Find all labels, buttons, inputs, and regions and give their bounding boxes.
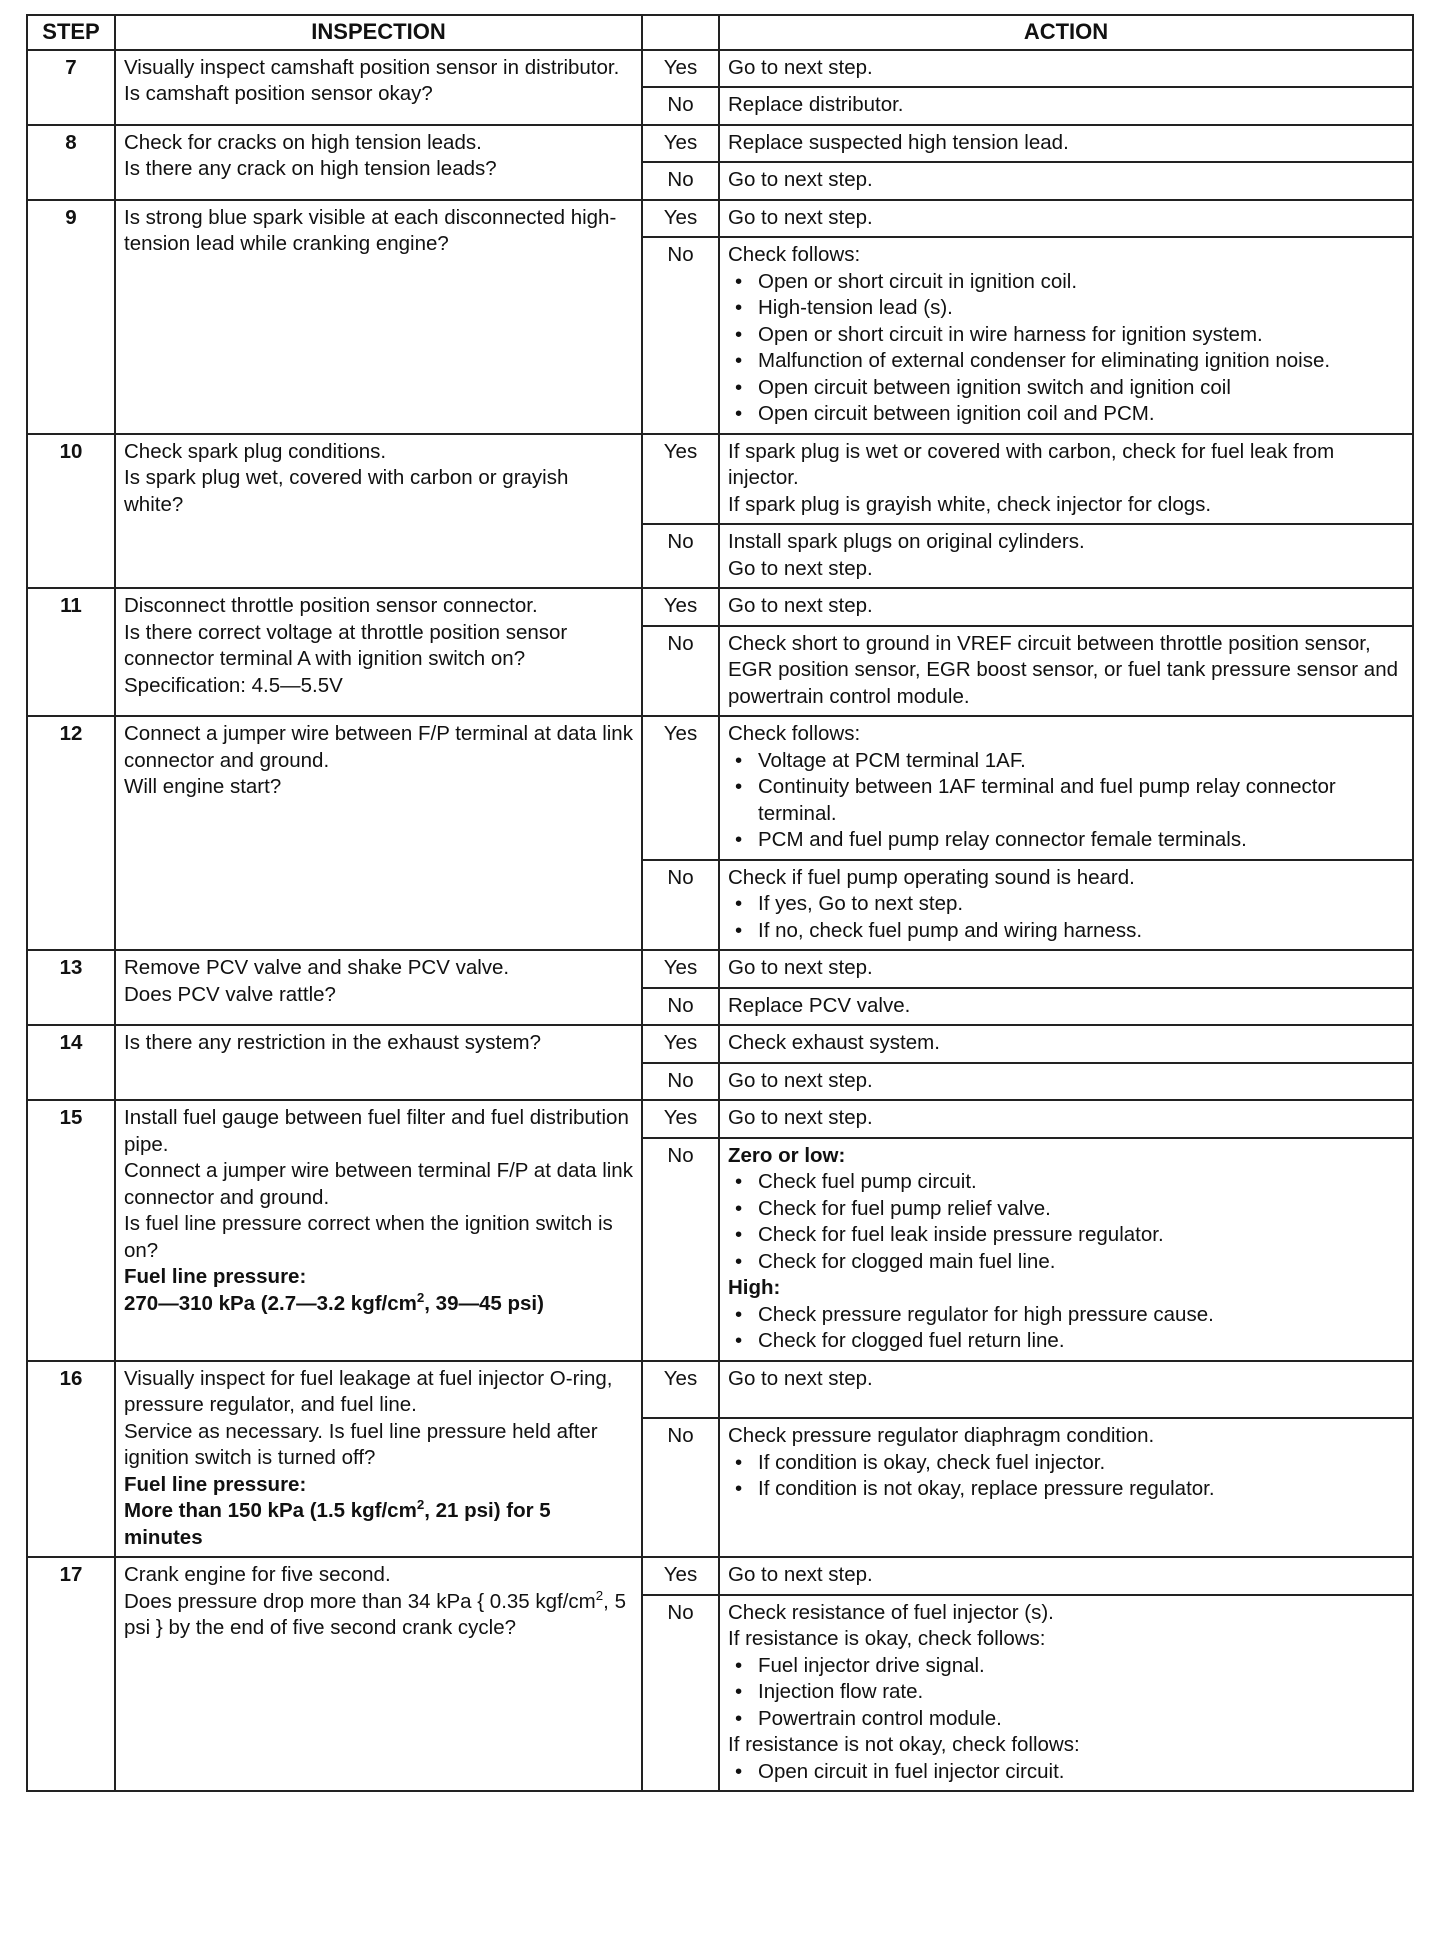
inspection-text: Fuel line pressure:: [124, 1265, 307, 1288]
superscript: 2: [416, 1497, 425, 1513]
superscript: 2: [416, 1289, 425, 1305]
inspection-line: [124, 1589, 633, 1642]
action-bullet-item: • If no, check fuel pump and wiring harness.: [728, 918, 1404, 945]
inspection-line: [124, 1562, 633, 1589]
inspection-text: Crank engine for five second.: [124, 1563, 391, 1586]
inspection-line: [124, 1498, 633, 1551]
step-number: 7: [27, 50, 115, 125]
action-line: Go to next step.: [728, 55, 873, 79]
action-yes: [719, 950, 1413, 988]
action-line: Check follows:: [728, 722, 861, 745]
inspection-line: [124, 1264, 633, 1291]
step-number: 15: [27, 1100, 115, 1361]
inspection-line: [124, 955, 633, 982]
action-no: [719, 626, 1413, 717]
answer-yes: Yes: [642, 1025, 719, 1063]
inspection-text: Remove PCV valve and shake PCV valve.: [124, 956, 510, 979]
table-row: [27, 1025, 1413, 1063]
action-bullet-item: • Check for clogged fuel return line.: [728, 1328, 1404, 1355]
action-line: If spark plug is wet or covered with carbon, check for fuel leak from injector.: [728, 439, 1335, 489]
inspection-text: Service as necessary. Is fuel line pressure held after ignition switch is turned off?: [124, 1419, 598, 1469]
action-line: Go to next step.: [728, 956, 873, 979]
inspection-line: [124, 1030, 633, 1057]
action-bullet-list: [728, 1302, 1404, 1355]
header-answer: [642, 15, 719, 50]
action-bullet-item: • Voltage at PCM terminal 1AF.: [728, 748, 1404, 775]
action-line: Check short to ground in VREF circuit between throttle position sensor, EGR position sensor, EGR boost sensor, or fuel tank pressure sensor and powertrain control module.: [728, 631, 1399, 708]
action-yes: [719, 1361, 1413, 1419]
inspection-text: Is spark plug wet, covered with carbon or grayish white?: [124, 466, 569, 516]
step-number: 16: [27, 1361, 115, 1558]
action-yes: [719, 1025, 1413, 1063]
header-action: ACTION: [719, 15, 1413, 50]
action-no: [719, 1138, 1413, 1361]
inspection-line: [124, 1291, 633, 1318]
inspection-text: Does PCV valve rattle?: [124, 982, 336, 1006]
table-row: [27, 950, 1413, 988]
action-line: Check resistance of fuel injector (s).: [728, 1600, 1054, 1624]
inspection-cell: [115, 1361, 642, 1558]
action-yes: [719, 434, 1413, 525]
table-body: [27, 50, 1413, 1792]
inspection-line: [124, 982, 633, 1009]
action-yes: [719, 716, 1413, 860]
action-line: Go to next step.: [728, 556, 873, 580]
inspection-line: [124, 620, 633, 673]
table-row: [27, 716, 1413, 860]
action-yes: [719, 200, 1413, 238]
action-bullet-list: [728, 1169, 1404, 1275]
inspection-text: Fuel line pressure:: [124, 1472, 307, 1496]
action-bullet-item: • Fuel injector drive signal.: [728, 1653, 1404, 1680]
action-bullet-item: • Malfunction of external condenser for eliminating ignition noise.: [728, 348, 1404, 375]
inspection-cell: [115, 200, 642, 434]
inspection-text: Connect a jumper wire between F/P terminal at data link connector and ground.: [124, 722, 633, 772]
inspection-text-cont: , 5 psi } by the end of five second crank cycle?: [124, 1589, 626, 1639]
action-bullet-item: • Check for fuel leak inside pressure regulator.: [728, 1222, 1404, 1249]
inspection-text: Specification: 4.5—5.5V: [124, 673, 343, 697]
inspection-line: [124, 1419, 633, 1472]
inspection-cell: [115, 125, 642, 200]
answer-no: No: [642, 1418, 719, 1557]
table-row: [27, 200, 1413, 238]
inspection-text: Is strong blue spark visible at each disconnected high-tension lead while cranking engine?: [124, 205, 617, 255]
inspection-text: Is camshaft position sensor okay?: [124, 82, 433, 105]
inspection-text: Is there any crack on high tension leads?: [124, 157, 497, 180]
answer-yes: Yes: [642, 50, 719, 88]
action-no: [719, 87, 1413, 125]
action-bullet-item: • Continuity between 1AF terminal and fuel pump relay connector terminal.: [728, 774, 1404, 827]
inspection-text: Connect a jumper wire between terminal F/P at data link connector and ground.: [124, 1159, 633, 1209]
inspection-text: Visually inspect camshaft position sensor in distributor.: [124, 55, 620, 79]
answer-no: No: [642, 988, 719, 1026]
inspection-text: 270—310 kPa (2.7—3.2 kgf/cm: [124, 1291, 417, 1315]
inspection-cell: [115, 1557, 642, 1791]
inspection-line: [124, 593, 633, 620]
action-line: Zero or low:: [728, 1143, 846, 1167]
step-number: 12: [27, 716, 115, 950]
action-bullet-item: • PCM and fuel pump relay connector female terminals.: [728, 827, 1404, 854]
action-bullet-item: • Open circuit in fuel injector circuit.: [728, 1759, 1404, 1786]
action-line: Go to next step.: [728, 1106, 873, 1129]
step-number: 9: [27, 200, 115, 434]
action-yes: [719, 1100, 1413, 1138]
step-number: 10: [27, 434, 115, 589]
answer-yes: Yes: [642, 434, 719, 525]
inspection-line: [124, 1105, 633, 1158]
step-number: 17: [27, 1557, 115, 1791]
inspection-line: [124, 130, 633, 157]
action-no: [719, 860, 1413, 951]
action-bullet-item: • Check for fuel pump relief valve.: [728, 1196, 1404, 1223]
answer-no: No: [642, 237, 719, 434]
action-bullet-item: • Check for clogged main fuel line.: [728, 1249, 1404, 1276]
action-bullet-item: • Open or short circuit in ignition coil.: [728, 269, 1404, 296]
answer-no: No: [642, 626, 719, 717]
action-yes: [719, 50, 1413, 88]
action-bullet-item: • Check pressure regulator for high pressure cause.: [728, 1302, 1404, 1329]
answer-yes: Yes: [642, 1100, 719, 1138]
answer-yes: Yes: [642, 125, 719, 163]
table-row: [27, 434, 1413, 525]
inspection-line: [124, 721, 633, 774]
action-no: [719, 1063, 1413, 1101]
action-bullet-item: • Open circuit between ignition coil and PCM.: [728, 401, 1404, 428]
inspection-cell: [115, 588, 642, 716]
action-bullet-list: [728, 891, 1404, 944]
action-line: If resistance is not okay, check follows:: [728, 1733, 1080, 1756]
answer-yes: Yes: [642, 200, 719, 238]
inspection-text: Check for cracks on high tension leads.: [124, 130, 482, 154]
inspection-text: Does pressure drop more than 34 kPa { 0.35 kgf/cm: [124, 1589, 596, 1613]
inspection-text: Visually inspect for fuel leakage at fuel injector O-ring, pressure regulator, and fuel line.: [124, 1366, 613, 1416]
action-line: If spark plug is grayish white, check injector for clogs.: [728, 492, 1212, 516]
answer-no: No: [642, 1595, 719, 1792]
inspection-text: More than 150 kPa (1.5 kgf/cm: [124, 1499, 417, 1522]
inspection-text: Will engine start?: [124, 775, 282, 798]
answer-no: No: [642, 524, 719, 588]
table-row: [27, 1361, 1413, 1419]
inspection-cell: [115, 50, 642, 125]
answer-yes: Yes: [642, 1557, 719, 1595]
action-line: High:: [728, 1276, 781, 1299]
page-footer: [26, 1794, 1412, 1806]
action-line: Check exhaust system.: [728, 1031, 940, 1054]
inspection-text: Install fuel gauge between fuel filter and fuel distribution pipe.: [124, 1106, 629, 1156]
action-line: Go to next step.: [728, 1068, 873, 1092]
action-line: Check follows:: [728, 243, 861, 266]
action-bullet-item: • Open circuit between ignition switch and ignition coil: [728, 375, 1404, 402]
table-row: [27, 50, 1413, 88]
action-line: Replace PCV valve.: [728, 993, 911, 1017]
inspection-line: [124, 55, 633, 82]
action-bullet-item: • Check fuel pump circuit.: [728, 1169, 1404, 1196]
inspection-line: [124, 1158, 633, 1211]
inspection-text-cont: , 39—45 psi): [424, 1291, 544, 1315]
table-row: [27, 1557, 1413, 1595]
inspection-line: [124, 156, 633, 183]
action-line: Replace distributor.: [728, 93, 904, 116]
answer-no: No: [642, 1138, 719, 1361]
inspection-cell: [115, 716, 642, 950]
table-row: [27, 1100, 1413, 1138]
table-row: [27, 125, 1413, 163]
troubleshooting-table: [26, 14, 1414, 1792]
inspection-cell: [115, 1100, 642, 1361]
action-bullet-item: • Open or short circuit in wire harness for ignition system.: [728, 322, 1404, 349]
step-number: 8: [27, 125, 115, 200]
troubleshooting-document: [26, 14, 1412, 1806]
action-no: [719, 1595, 1413, 1792]
action-no: [719, 237, 1413, 434]
inspection-line: [124, 673, 633, 700]
header-step: STEP: [27, 15, 115, 50]
answer-no: No: [642, 1063, 719, 1101]
action-line: Go to next step.: [728, 1563, 873, 1586]
inspection-cell: [115, 950, 642, 1025]
answer-yes: Yes: [642, 950, 719, 988]
action-yes: [719, 1557, 1413, 1595]
inspection-line: [124, 439, 633, 466]
action-bullet-list: [728, 748, 1404, 854]
inspection-line: [124, 774, 633, 801]
inspection-cell: [115, 434, 642, 589]
answer-yes: Yes: [642, 1361, 719, 1419]
inspection-text: Is there any restriction in the exhaust system?: [124, 1031, 542, 1054]
inspection-text: Is there correct voltage at throttle position sensor connector terminal A with ignition switch on?: [124, 620, 568, 670]
action-no: [719, 988, 1413, 1026]
inspection-line: [124, 1472, 633, 1499]
answer-no: No: [642, 162, 719, 200]
action-line: If resistance is okay, check follows:: [728, 1627, 1046, 1650]
action-bullet-item: • Powertrain control module.: [728, 1706, 1404, 1733]
action-line: Go to next step.: [728, 168, 873, 191]
inspection-text: Disconnect throttle position sensor connector.: [124, 594, 538, 617]
step-number: 11: [27, 588, 115, 716]
inspection-text-cont: , 21 psi) for 5 minutes: [124, 1499, 551, 1549]
action-line: Check if fuel pump operating sound is heard.: [728, 865, 1135, 889]
answer-no: No: [642, 87, 719, 125]
inspection-line: [124, 81, 633, 108]
inspection-line: [124, 205, 633, 258]
action-bullet-item: • High-tension lead (s).: [728, 295, 1404, 322]
answer-yes: Yes: [642, 588, 719, 626]
action-line: Go to next step.: [728, 594, 873, 617]
action-bullet-list: [728, 269, 1404, 428]
answer-yes: Yes: [642, 716, 719, 860]
action-bullet-item: • Injection flow rate.: [728, 1679, 1404, 1706]
action-bullet-list: [728, 1653, 1404, 1733]
inspection-line: [124, 1366, 633, 1419]
action-bullet-list: [728, 1759, 1404, 1786]
action-bullet-item: • If condition is not okay, replace pressure regulator.: [728, 1476, 1404, 1503]
action-bullet-list: [728, 1450, 1404, 1503]
action-bullet-item: • If condition is okay, check fuel injector.: [728, 1450, 1404, 1477]
action-yes: [719, 588, 1413, 626]
action-line: Check pressure regulator diaphragm condition.: [728, 1424, 1155, 1448]
inspection-text: Is fuel line pressure correct when the ignition switch is on?: [124, 1212, 613, 1262]
answer-no: No: [642, 860, 719, 951]
action-no: [719, 1418, 1413, 1557]
action-line: Go to next step.: [728, 205, 873, 229]
step-number: 13: [27, 950, 115, 1025]
action-bullet-item: • If yes, Go to next step.: [728, 891, 1404, 918]
step-number: 14: [27, 1025, 115, 1100]
action-line: Install spark plugs on original cylinders.: [728, 530, 1085, 553]
action-no: [719, 524, 1413, 588]
table-row: [27, 588, 1413, 626]
action-line: Go to next step.: [728, 1366, 873, 1390]
inspection-line: [124, 465, 633, 518]
action-yes: [719, 125, 1413, 163]
action-line: Replace suspected high tension lead.: [728, 130, 1069, 154]
action-no: [719, 162, 1413, 200]
inspection-line: [124, 1211, 633, 1264]
inspection-text: Check spark plug conditions.: [124, 439, 387, 463]
table-header-row: [27, 15, 1413, 50]
header-inspection: INSPECTION: [115, 15, 642, 50]
inspection-cell: [115, 1025, 642, 1100]
superscript: 2: [595, 1587, 604, 1603]
